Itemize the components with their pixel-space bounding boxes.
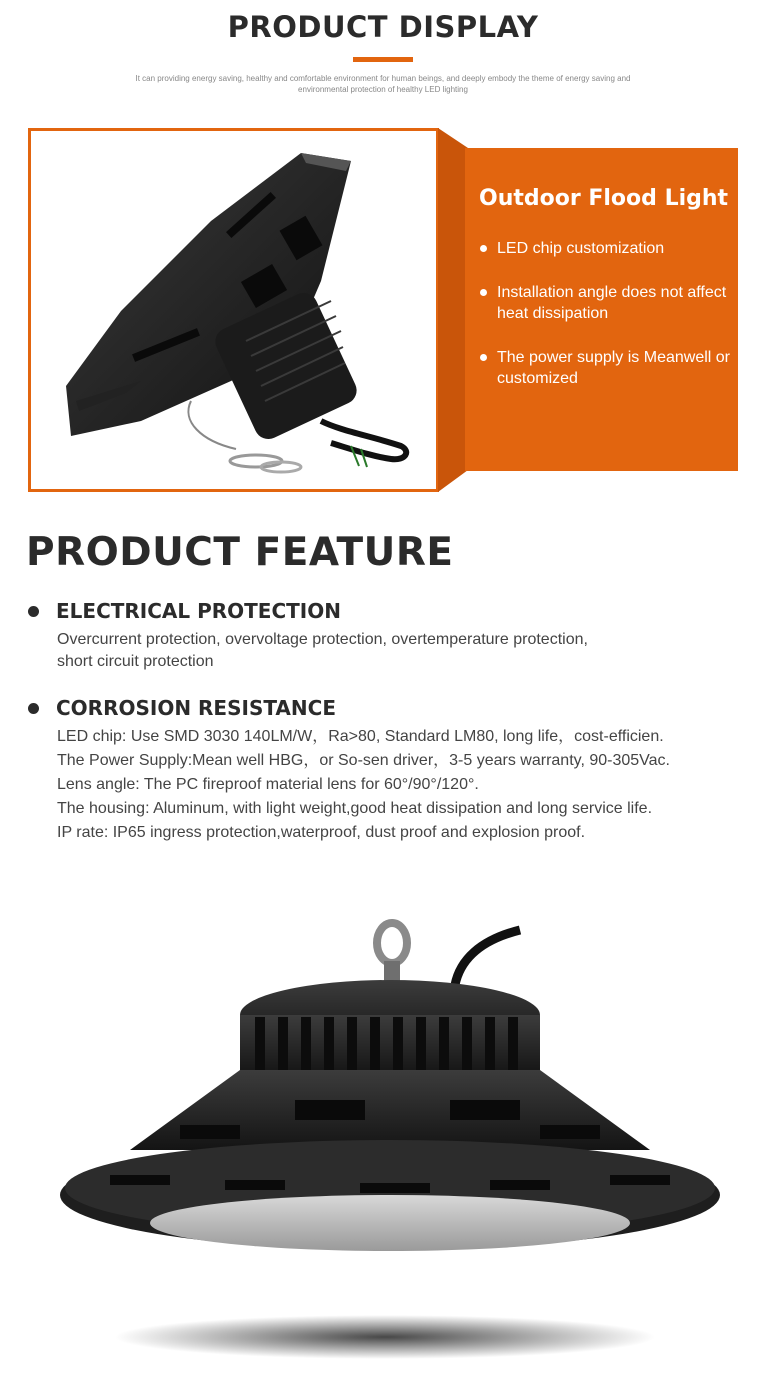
feature-heading-text: ELECTRICAL PROTECTION [56, 599, 341, 623]
section-title-feature: PRODUCT FEATURE [26, 530, 454, 575]
product-photo-frame [28, 128, 439, 492]
bullet-icon [28, 606, 39, 617]
feature-line: short circuit protection [57, 653, 214, 670]
panel-wedge [438, 128, 468, 492]
feature-line: The housing: Aluminum, with light weight,good heat dissipation and long service life. [57, 800, 653, 817]
section-subtitle: It can providing energy saving, healthy and comfortable environment for human beings, and deeply embody the theme of energy saving and environmental protection of healthy LED lighting [135, 74, 631, 94]
section-title-display: PRODUCT DISPLAY [227, 10, 539, 44]
panel-list-item [479, 238, 731, 259]
feature-corrosion [26, 695, 726, 845]
feature-heading [26, 598, 726, 624]
feature-line: IP rate: IP65 ingress protection,waterproof, dust proof and explosion proof. [57, 824, 586, 841]
bullet-icon [480, 289, 487, 296]
panel-list-item [479, 282, 731, 324]
bullet-icon [480, 245, 487, 252]
feature-line: The Power Supply:Mean well HBG，or So-sen driver，3-5 years warranty, 90-305Vac. [57, 752, 670, 769]
feature-heading-text: CORROSION RESISTANCE [56, 696, 336, 720]
product-photo-angled-light [31, 131, 436, 489]
feature-line: Lens angle: The PC fireproof material lens for 60°/90°/120°. [57, 776, 479, 793]
feature-line: Overcurrent protection, overvoltage protection, overtemperature protection, [57, 631, 588, 648]
feature-heading [26, 695, 726, 721]
panel-item-text: Installation angle does not affect heat dissipation [497, 284, 727, 322]
feature-line: LED chip: Use SMD 3030 140LM/W，Ra>80, Standard LM80, long life，cost-efficien. [57, 728, 664, 745]
bullet-icon [28, 703, 39, 714]
feature-electrical [26, 598, 726, 674]
bullet-icon [480, 354, 487, 361]
product-photo-ufo-light [50, 905, 730, 1375]
panel-title: Outdoor Flood Light [479, 186, 729, 211]
info-panel [465, 148, 738, 471]
feature-body [26, 628, 726, 674]
feature-body [26, 725, 726, 845]
panel-item-text: LED chip customization [497, 240, 665, 257]
panel-list [479, 238, 731, 412]
title-underline [353, 57, 413, 62]
panel-item-text: The power supply is Meanwell or customized [497, 349, 730, 387]
panel-list-item [479, 347, 731, 389]
